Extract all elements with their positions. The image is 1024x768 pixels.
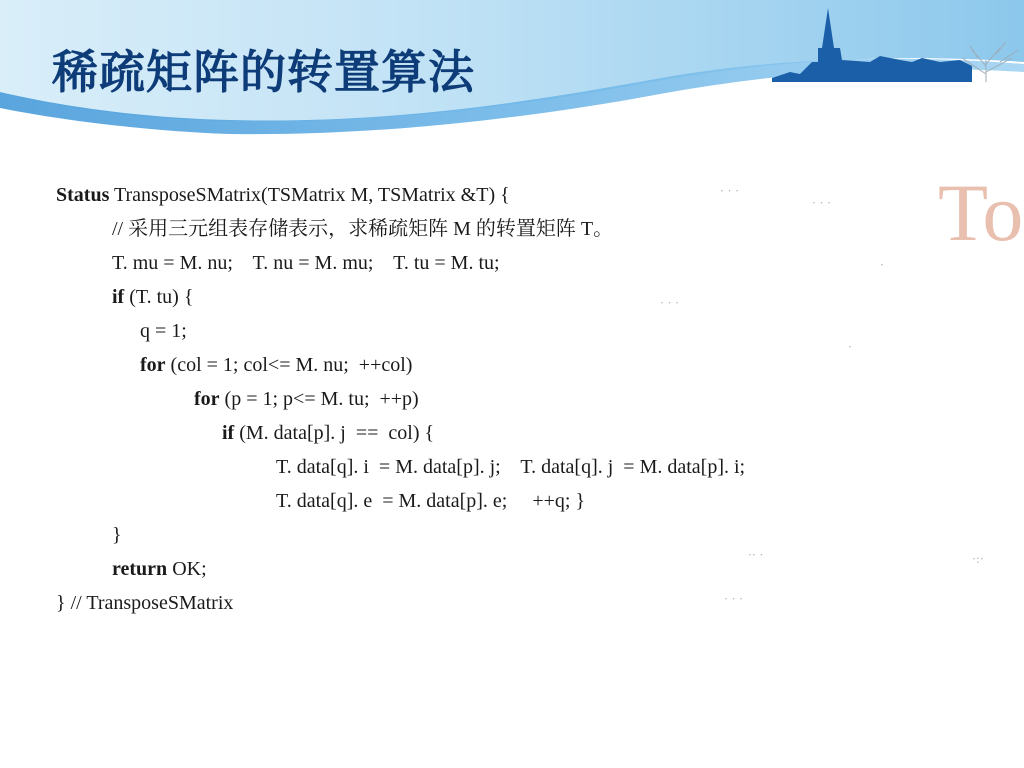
code-line-body-2: T. data[q]. e = M. data[p]. e; ++q; } <box>276 490 586 512</box>
scan-speck: · · · <box>724 592 744 606</box>
code-line-if <box>56 280 1006 314</box>
code-line-for-col <box>56 348 1006 382</box>
scan-speck: ·· · <box>748 548 764 562</box>
code-text: OK; <box>167 558 207 580</box>
scan-speck: · · · <box>812 196 832 210</box>
code-line-body-1: T. data[q]. i = M. data[p]. j; T. data[q]. j = M. data[p]. i; <box>276 456 746 478</box>
code-line-if-match <box>56 416 1006 450</box>
watermark-text: To <box>938 167 1024 258</box>
keyword: for <box>140 354 166 376</box>
code-line-close-if: } <box>112 524 122 546</box>
code-text: (T. tu) { <box>124 286 194 308</box>
slide-title: 稀疏矩阵的转置算法 <box>52 45 475 99</box>
code-line-q-init: q = 1; <box>140 320 187 342</box>
keyword: return <box>112 558 168 580</box>
scan-speck: · <box>848 340 852 354</box>
scan-speck: · · · <box>660 296 680 310</box>
scan-speck: ·:· <box>972 552 984 566</box>
code-line-comment: // 采用三元组表存储表示，求稀疏矩阵 M 的转置矩阵 T。 <box>112 218 614 240</box>
code-line-for-p <box>56 382 1006 416</box>
keyword: if <box>222 422 235 444</box>
code-text: (col = 1; col<= M. nu; ++col) <box>165 354 413 376</box>
code-line-end: } // TransposeSMatrix <box>56 592 234 614</box>
scan-speck: · · · <box>720 184 740 198</box>
scan-speck: · <box>880 258 884 272</box>
keyword: Status <box>56 184 110 206</box>
code-text: (p = 1; p<= M. tu; ++p) <box>219 388 419 410</box>
code-line-return <box>56 552 1006 586</box>
code-block <box>56 178 1006 620</box>
code-text: (M. data[p]. j == col) { <box>234 422 435 444</box>
code-text: TransposeSMatrix(TSMatrix M, TSMatrix &T) { <box>109 184 510 206</box>
keyword: for <box>194 388 220 410</box>
code-line-signature <box>56 178 1006 212</box>
code-line-assign: T. mu = M. nu; T. nu = M. mu; T. tu = M. tu; <box>112 252 500 274</box>
keyword: if <box>112 286 125 308</box>
